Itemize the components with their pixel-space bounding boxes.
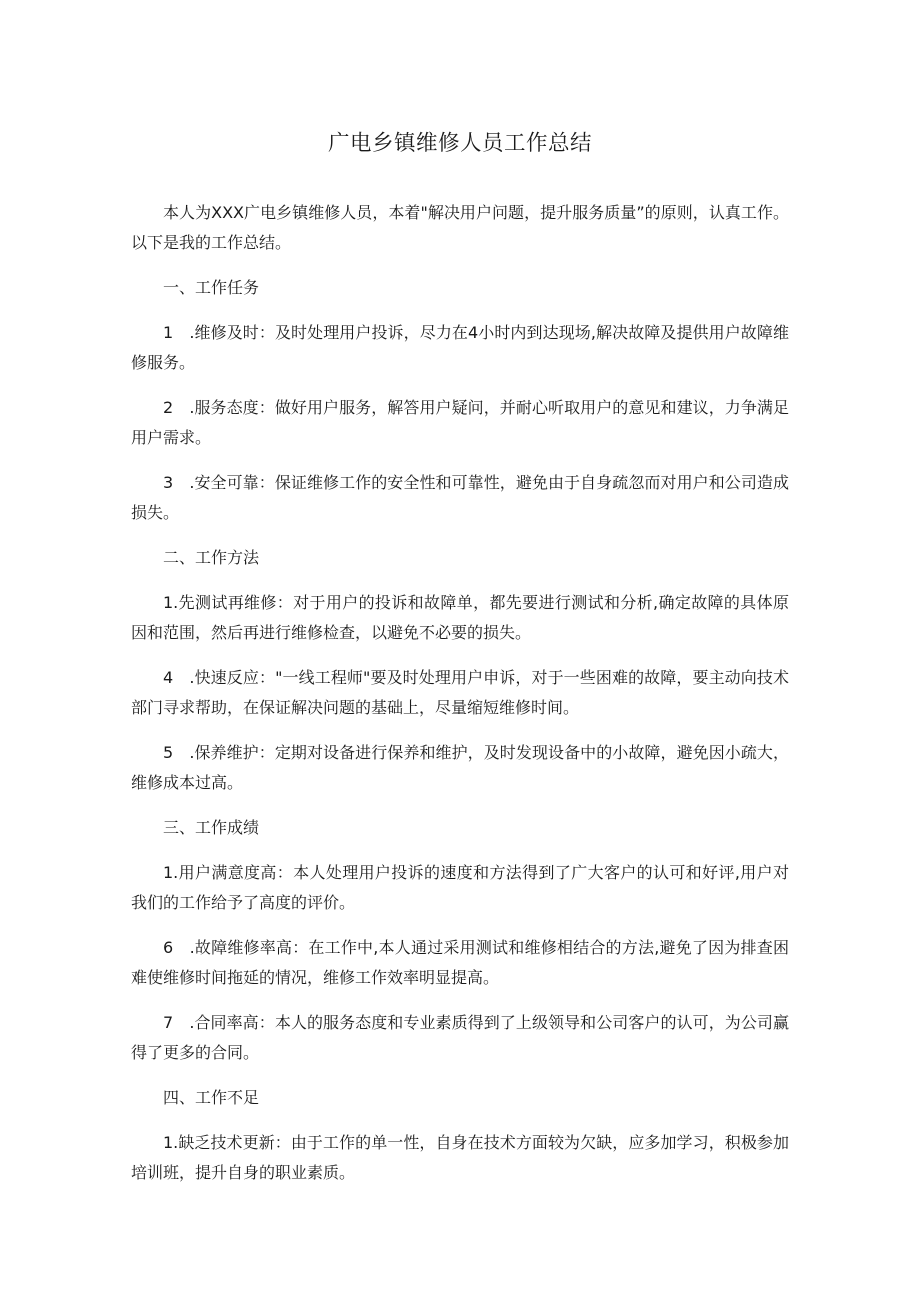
section-heading-tasks: 一、工作任务 <box>163 278 260 297</box>
methods-item-3: 5 .保养维护：定期对设备进行保养和维护，及时发现设备中的小故障，避免因小疏大，维修成本过高。 <box>131 743 789 792</box>
intro-paragraph: 本人为XXX广电乡镇维修人员，本着"解决用户问题，提升服务质量”的原则，认真工作。以下是我的工作总结。 <box>131 203 789 252</box>
tasks-item-1: 1 .维修及时：及时处理用户投诉，尽力在4小时内到达现场,解决故障及提供用户故障维修服务。 <box>131 323 789 372</box>
methods-item-1: 1.先测试再维修：对于用户的投诉和故障单，都先要进行测试和分析,确定故障的具体原因和范围，然后再进行维修检查，以避免不必要的损失。 <box>131 593 789 642</box>
achievements-item-1: 1.用户满意度高：本人处理用户投诉的速度和方法得到了广大客户的认可和好评,用户对我们的工作给予了高度的评价。 <box>131 863 789 912</box>
section-heading-shortcomings: 四、工作不足 <box>163 1088 260 1107</box>
achievements-item-3: 7 .合同率高：本人的服务态度和专业素质得到了上级领导和公司客户的认可，为公司赢得了更多的合同。 <box>131 1013 789 1062</box>
achievements-item-2: 6 .故障维修率高：在工作中,本人通过采用测试和维修相结合的方法,避免了因为排查困难使维修时间拖延的情况，维修工作效率明显提高。 <box>131 938 789 987</box>
section-heading-achievements: 三、工作成绩 <box>163 818 260 837</box>
document-body <box>131 198 789 1188</box>
section-heading-methods: 二、工作方法 <box>163 548 260 567</box>
tasks-item-2: 2 .服务态度：做好用户服务，解答用户疑问，并耐心听取用户的意见和建议，力争满足用户需求。 <box>131 398 789 447</box>
methods-item-2: 4 .快速反应："一线工程师"要及时处理用户申诉，对于一些困难的故障，要主动向技术部门寻求帮助，在保证解决问题的基础上，尽量缩短维修时间。 <box>131 668 789 717</box>
document-title: 广电乡镇维修人员工作总结 <box>327 131 592 156</box>
shortcomings-item-1: 1.缺乏技术更新：由于工作的单一性，自身在技术方面较为欠缺，应多加学习，积极参加培训班，提升自身的职业素质。 <box>131 1133 789 1182</box>
tasks-item-3: 3 .安全可靠：保证维修工作的安全性和可靠性，避免由于自身疏忽而对用户和公司造成损失。 <box>131 473 789 522</box>
